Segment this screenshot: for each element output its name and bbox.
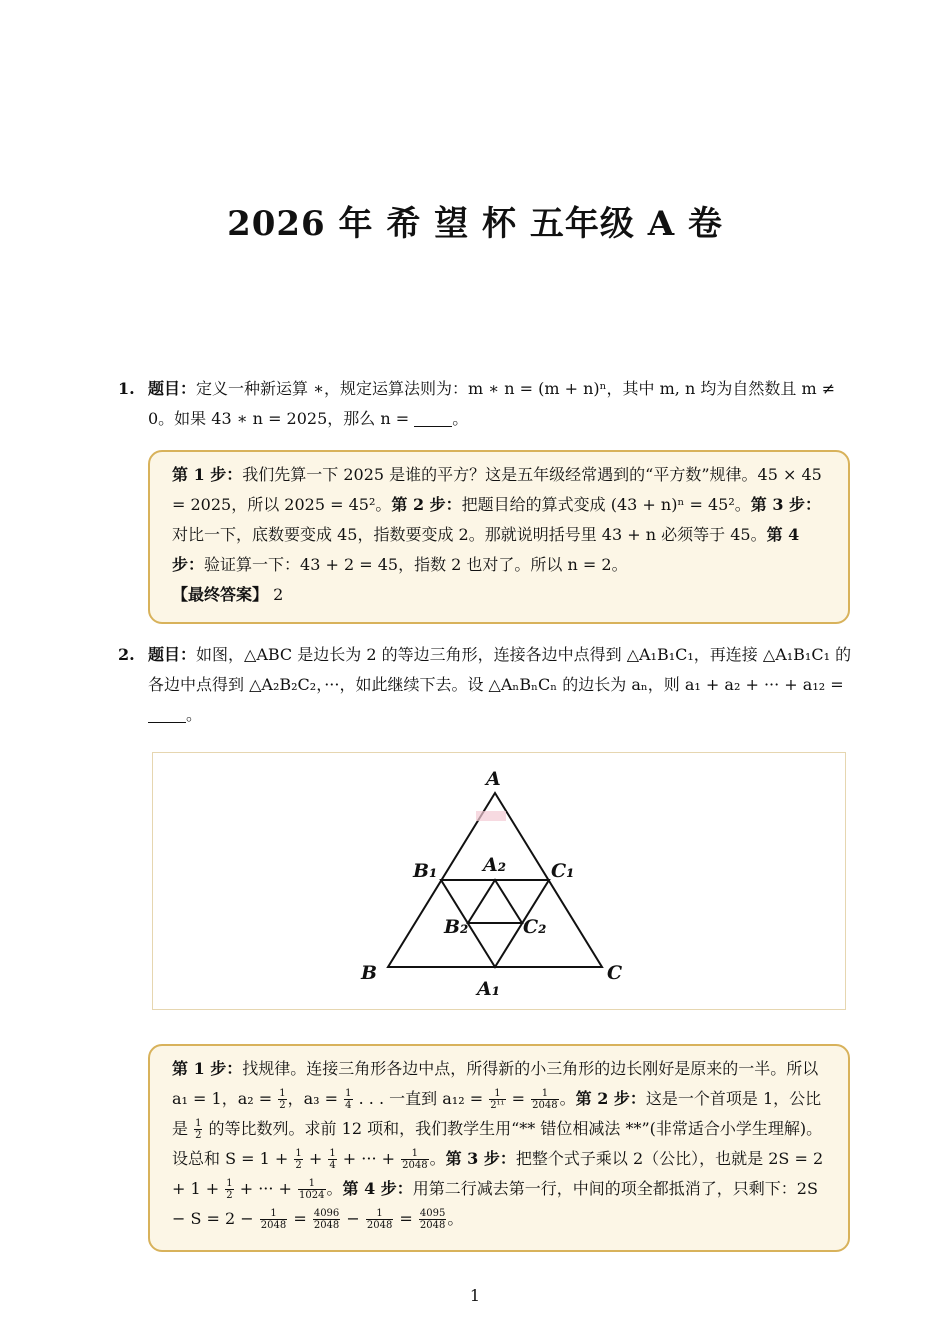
vertex-label-b1: B₁ bbox=[413, 860, 438, 882]
step-text: ，a₃ = bbox=[287, 1089, 344, 1108]
fraction: $\frac{1}{2048}$ bbox=[260, 1208, 287, 1231]
step-label: 第 3 步： bbox=[750, 495, 822, 514]
question-text: 如图，△ABC 是边长为 2 的等边三角形，连接各边中点得到 △A₁B₁C₁，再连接 △A₁B₁C₁ 的各边中点得到 △A₂B₂C₂，···，如此继续下去。设 △AₙBₙCₙ 的边长为 aₙ，则 a₁ + a₂ + ··· + a₁₂ = bbox=[148, 645, 852, 694]
fraction: $\frac{1}{1024}$ bbox=[299, 1178, 325, 1201]
question-1 bbox=[118, 374, 852, 434]
step-text: 这是一个首项是 1，公比是 bbox=[172, 1089, 822, 1138]
page-number: 1 bbox=[469, 1286, 481, 1305]
triangle-diagram bbox=[301, 753, 673, 1009]
step-text: . . . 一直到 a₁₂ = bbox=[353, 1089, 489, 1108]
question-body bbox=[148, 640, 852, 730]
plus: + bbox=[303, 1149, 328, 1168]
smudge-mark bbox=[476, 811, 506, 821]
triangle-a2b2c2 bbox=[468, 880, 522, 923]
step-label: 第 4 步： bbox=[172, 525, 800, 574]
fraction: $\frac{1}{2}$ bbox=[279, 1088, 286, 1111]
step-label: 第 1 步： bbox=[172, 1059, 243, 1078]
period: 。 bbox=[429, 1149, 446, 1168]
fraction: $\frac{1}{2}$ bbox=[195, 1118, 202, 1141]
fraction: $\frac{1}{2048}$ bbox=[532, 1088, 558, 1111]
page-title: 2026 年 希 望 杯 五年级 A 卷 bbox=[227, 204, 723, 244]
vertex-label-a2: A₂ bbox=[483, 854, 507, 876]
step-label: 第 2 步： bbox=[391, 495, 462, 514]
fraction: $\frac{1}{\text{2¹¹}}$ bbox=[490, 1088, 505, 1111]
solution-box-1 bbox=[148, 450, 850, 624]
ellipsis-plus: + ··· + bbox=[337, 1149, 401, 1168]
equals: = bbox=[288, 1209, 312, 1228]
step-text: 找规律。连接三角形各边中点，所得新的小三角形的边长刚好是原来的一半。所以 a₁ = 1，a₂ = bbox=[172, 1059, 819, 1108]
question-text: 定义一种新运算 ∗，规定运算法则为：m ∗ n = (m + n)ⁿ，其中 m, n 均为自然数且 m ≠ 0。如果 43 ∗ n = 2025，那么 n = bbox=[148, 379, 836, 428]
answer-blank bbox=[148, 706, 186, 723]
fraction: $\frac{1}{2048}$ bbox=[366, 1208, 393, 1231]
fraction: $\frac{1}{2048}$ bbox=[402, 1148, 428, 1171]
solution-box-2 bbox=[148, 1044, 850, 1252]
step-text: 把整个式子乘以 2（公比），也就是 2S = 2 + 1 + bbox=[172, 1149, 824, 1198]
answer-blank bbox=[414, 410, 452, 427]
step-text: 的等比数列。求前 12 项和，我们教学生用“** 错位相减法 **”(非常适合小学生理解)。设总和 S = 1 + bbox=[172, 1119, 823, 1168]
vertex-label-b: B bbox=[361, 962, 378, 984]
question-body bbox=[148, 374, 852, 434]
final-answer: 2 bbox=[273, 585, 284, 604]
question-label: 题目： bbox=[148, 379, 197, 398]
step-label: 第 1 步： bbox=[172, 465, 243, 484]
step-label: 第 4 步： bbox=[342, 1179, 413, 1198]
fraction: $\frac{1}{2}$ bbox=[295, 1148, 302, 1171]
equals: = bbox=[394, 1209, 418, 1228]
fraction: $\frac{1}{2}$ bbox=[226, 1178, 233, 1201]
fraction: $\frac{4095}{2048}$ bbox=[419, 1208, 446, 1231]
triangle-figure bbox=[152, 752, 846, 1010]
final-answer-label: 【最终答案】 bbox=[172, 585, 269, 604]
step-text: 我们先算一下 2025 是谁的平方？这是五年级经常遇到的“平方数”规律。45 × 45 = 2025，所以 2025 = 45²。 bbox=[172, 465, 822, 514]
question-end: 。 bbox=[186, 705, 203, 724]
step-text: 用第二行减去第一行，中间的项全都抵消了，只剩下：2S − S = 2 − bbox=[172, 1179, 818, 1228]
step-label: 第 2 步： bbox=[575, 1089, 646, 1108]
step-label: 第 3 步： bbox=[445, 1149, 516, 1168]
vertex-label-b2: B₂ bbox=[444, 916, 469, 938]
period: 。 bbox=[559, 1089, 576, 1108]
vertex-label-c: C bbox=[607, 962, 623, 984]
question-number: 2. bbox=[118, 645, 135, 664]
fraction: $\frac{1}{4}$ bbox=[345, 1088, 352, 1111]
question-end: 。 bbox=[452, 409, 469, 428]
period: 。 bbox=[326, 1179, 343, 1198]
minus: − bbox=[341, 1209, 365, 1228]
question-2 bbox=[118, 640, 852, 730]
question-number: 1. bbox=[118, 379, 135, 398]
vertex-label-a: A bbox=[486, 768, 501, 790]
step-text: 把题目给的算式变成 (43 + n)ⁿ = 45²。 bbox=[461, 495, 751, 514]
fraction: $\frac{4096}{2048}$ bbox=[313, 1208, 340, 1231]
step-text: 验证算一下：43 + 2 = 45，指数 2 也对了。所以 n = 2。 bbox=[204, 555, 628, 574]
period: 。 bbox=[447, 1209, 464, 1228]
vertex-label-c2: C₂ bbox=[523, 916, 547, 938]
question-label: 题目： bbox=[148, 645, 197, 664]
step-text: 对比一下，底数要变成 45，指数要变成 2。那就说明括号里 43 + n 必须等于 45。 bbox=[172, 525, 767, 544]
fraction: $\frac{1}{4}$ bbox=[329, 1148, 336, 1171]
ellipsis-plus: + ··· + bbox=[234, 1179, 298, 1198]
equals: = bbox=[506, 1089, 531, 1108]
vertex-label-a1: A₁ bbox=[477, 978, 501, 1000]
vertex-label-c1: C₁ bbox=[551, 860, 575, 882]
